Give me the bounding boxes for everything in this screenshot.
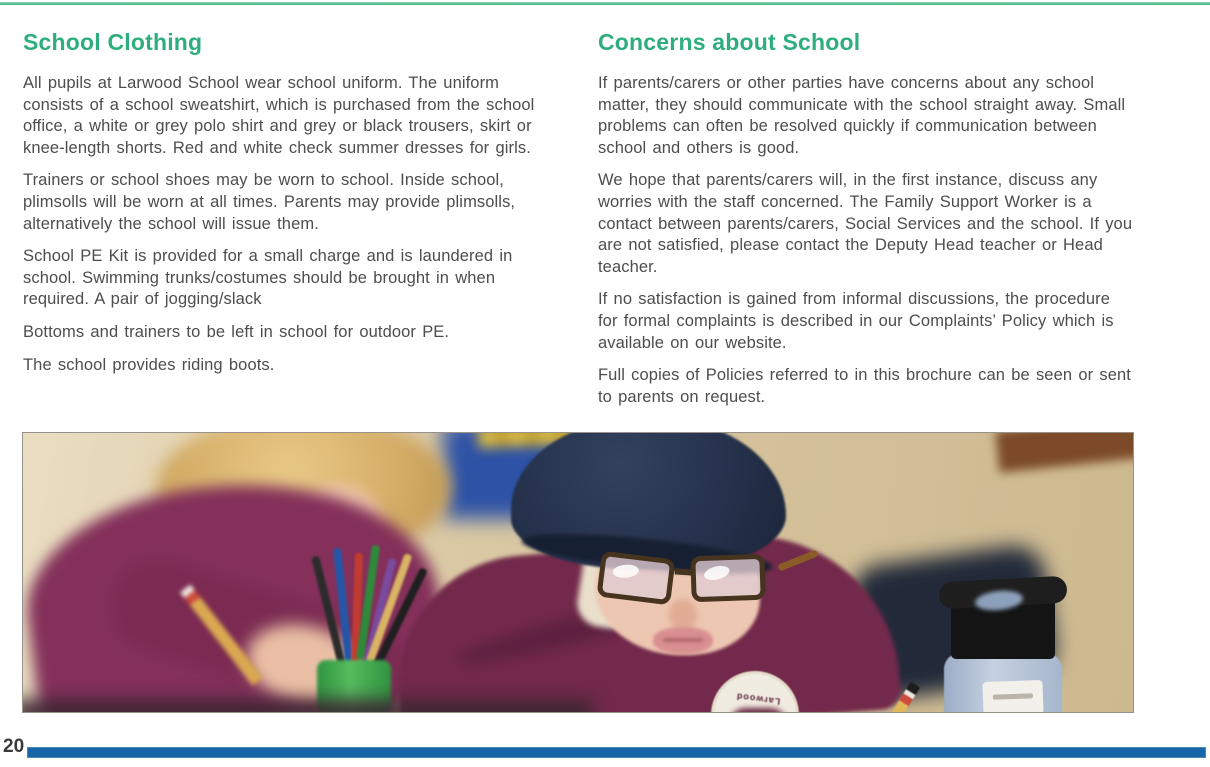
photo-desk-shadow (22, 700, 593, 713)
photo-glasses (599, 555, 794, 607)
paragraph: If parents/carers or other parties have concerns about any school matter, they should communicate with the school straight away. Small problems can often be resolved quickly if communication between school and others is good. (598, 74, 1126, 157)
classroom-photo (22, 432, 1134, 713)
paragraph: We hope that parents/carers will, in the first instance, discuss any worries with the staff concerned. The Family Support Worker is a contact between parents/carers, Social Services and the school. If you are not satisfied, please contact the Deputy Head teacher or Head teacher. (598, 171, 1133, 276)
paragraph: Full copies of Policies referred to in this brochure can be seen or sent to parents on request. (598, 366, 1131, 406)
paragraph: The school provides riding boots. (23, 355, 275, 374)
paragraph: If no satisfaction is gained from informal discussions, the procedure for formal complaints is described in our Complaints’ Policy which is available on our website. (598, 290, 1114, 352)
photo-glasses-left-lens (596, 551, 675, 606)
right-column (598, 28, 1135, 419)
paragraph: All pupils at Larwood School wear school uniform. The uniform consists of a school sweatshirt, which is purchased from the school office, a white or grey polo shirt and grey or black trousers, skirt or knee-length shorts. Red and white check summer dresses for girls. (23, 74, 535, 157)
photo-logo-text: Larwood (735, 691, 781, 707)
photo-boy-lip-line (663, 638, 703, 642)
footer-bar (27, 747, 1206, 758)
paragraph: Trainers or school shoes may be worn to school. Inside school, plimsolls will be worn at all times. Parents may provide plimsolls, alternatively the school will issue them. (23, 171, 516, 233)
photo-water-bottle-label (982, 680, 1043, 713)
paragraph: School PE Kit is provided for a small charge and is laundered in school. Swimming trunks/costumes should be brought in when required. A pair of jogging/slack (23, 247, 513, 309)
section-heading-school-clothing: School Clothing (23, 29, 203, 55)
page-number: 20 (3, 736, 25, 757)
section-heading-concerns-about-school: Concerns about School (598, 29, 861, 55)
photo-glasses-bridge (675, 568, 693, 575)
paragraph: Bottoms and trainers to be left in school for outdoor PE. (23, 322, 450, 341)
photo-glasses-right-lens (690, 554, 766, 603)
left-column (23, 28, 553, 387)
top-rule-divider (0, 2, 1210, 5)
photo-wood-shelf (995, 432, 1134, 473)
photo-logo-emblem (730, 708, 786, 713)
